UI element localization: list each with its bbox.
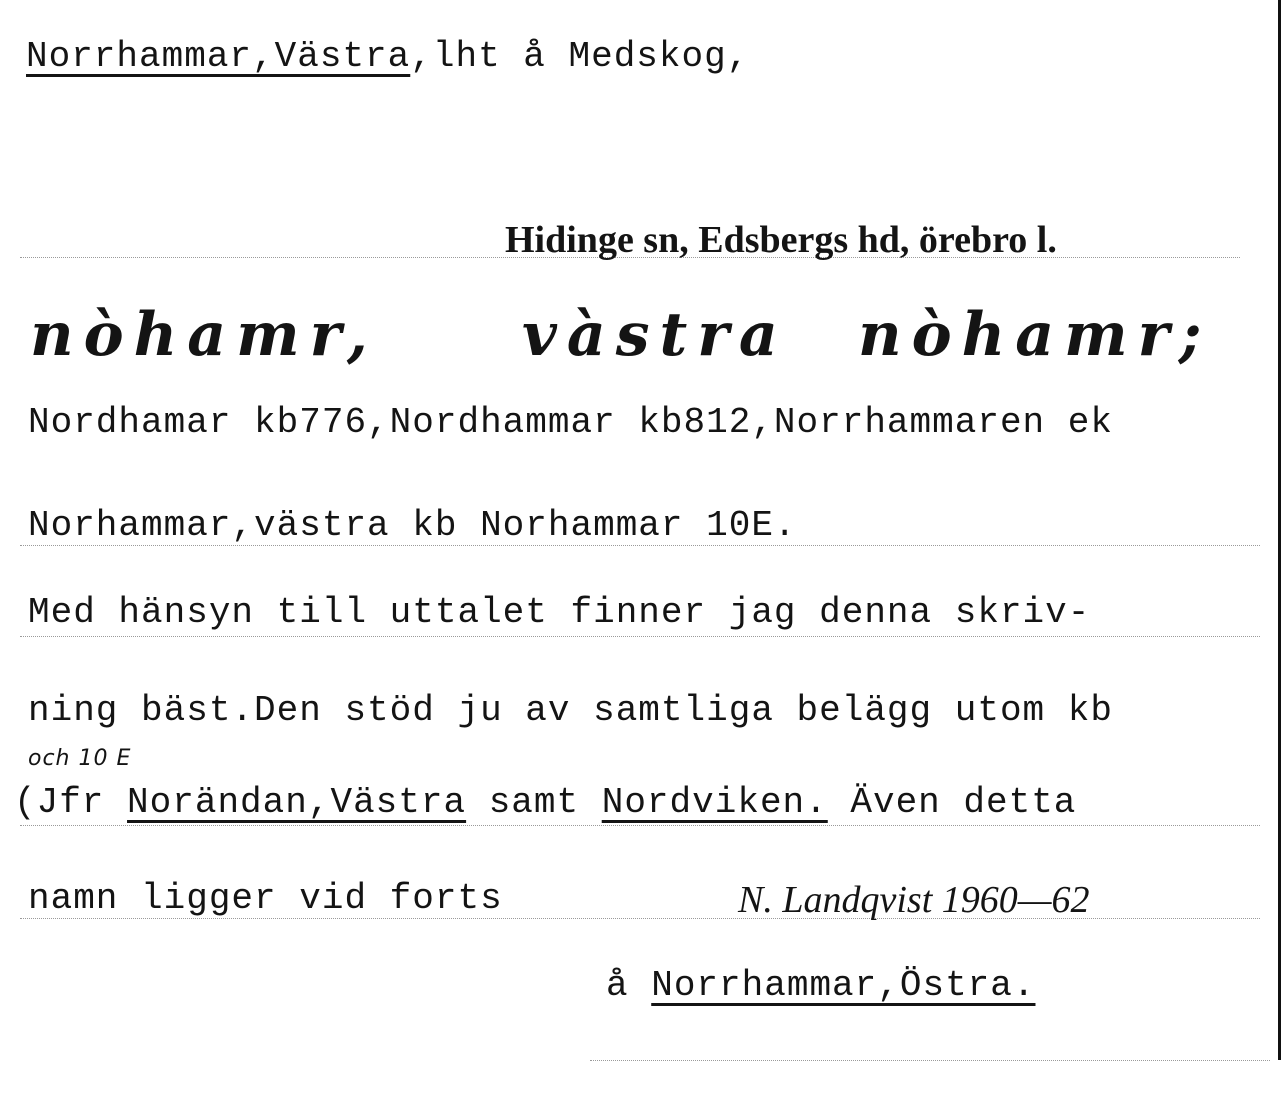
phonetic-transcription-right: nòhamr; [858,300,1212,370]
card-right-edge [1278,0,1281,1060]
author-stamp: N. Landqvist 1960—62 [738,879,1090,921]
heading-rest: ,lht å Medskog, [410,36,750,77]
sources-line: Nordhamar kb776,Nordhammar kb812,Norrhammaren ek [28,402,1113,443]
jfr-ref-norandan: Norändan,Västra [127,782,467,823]
jfr-ref-nordviken: Nordviken. [601,782,828,823]
jfr-line [14,782,1076,823]
parish-header: Hidinge sn, Edsbergs hd, örebro l. [505,219,1057,261]
jfr-middle: samt [466,782,602,823]
phonetic-transcription-middle: vàstra [522,300,788,370]
jfr-prefix: (Jfr [14,782,128,823]
last-line [606,965,1035,1006]
last-prefix: å [606,965,652,1006]
rule-line [20,825,1260,826]
norhammar-line: Norhammar,västra kb Norhammar 10E. [28,505,797,546]
place-name-underlined: Norrhammar,Västra [26,36,411,77]
rule-line [20,636,1260,637]
heading-line [26,36,749,77]
last-ref-norrhammar-ostra: Norrhammar,Östra. [651,965,1036,1006]
rule-line [590,1060,1270,1061]
jfr-suffix: Även detta [827,782,1077,823]
phonetic-transcription-left: nòhamr, [30,300,378,370]
namn-line: namn ligger vid forts [28,878,503,919]
handwritten-insert: och 10 E [28,746,132,771]
text-line-2: ning bäst.Den stöd ju av samtliga belägg utom kb [28,690,1113,731]
text-line-1: Med hänsyn till uttalet finner jag denna skriv- [28,592,1091,633]
